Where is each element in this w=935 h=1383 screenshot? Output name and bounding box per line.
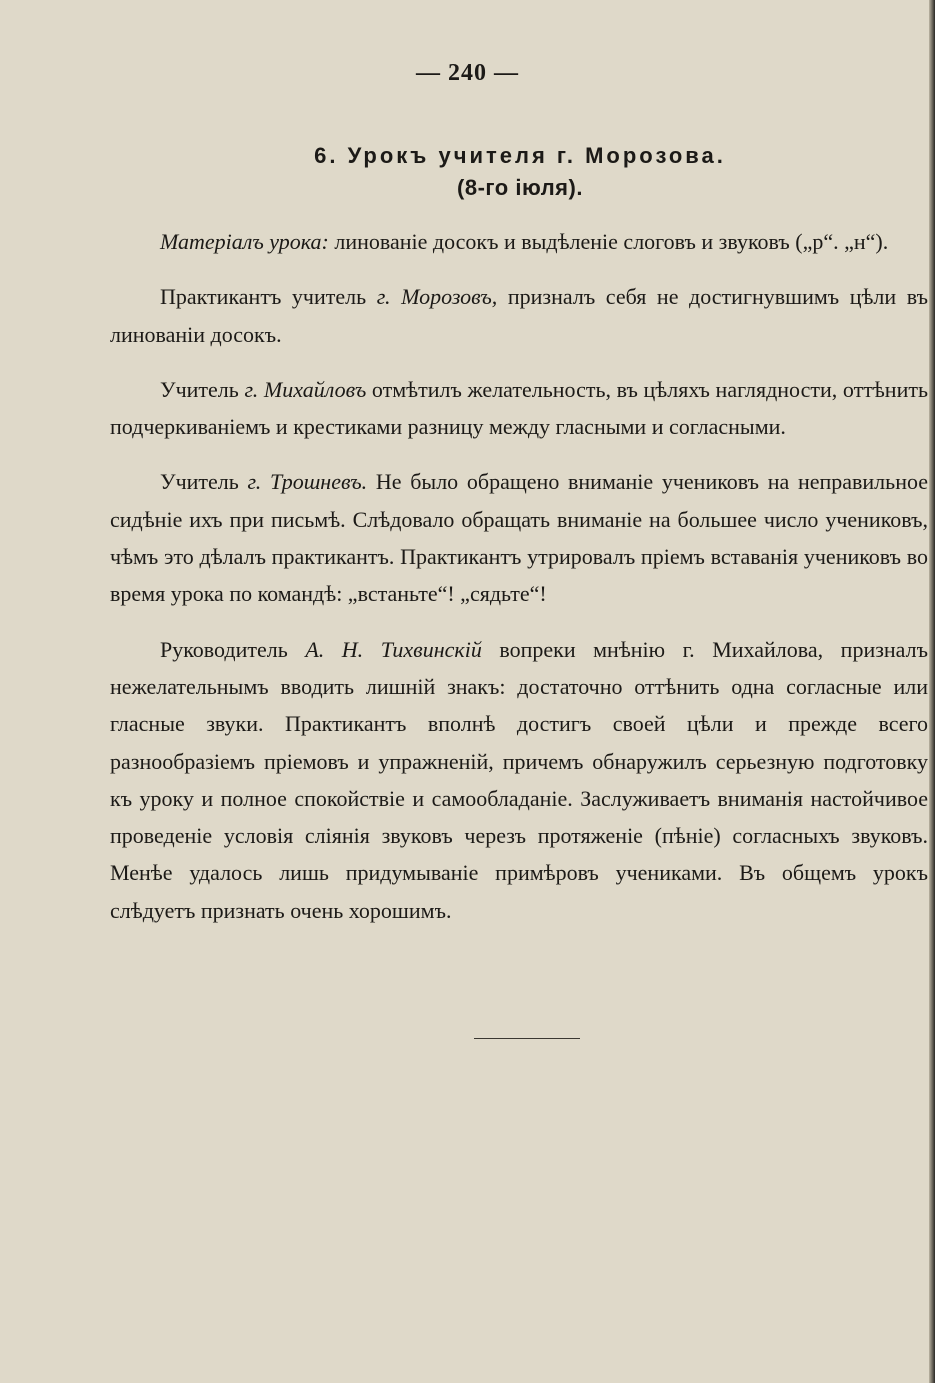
- paragraph-text: отмѣтилъ желательность, въ цѣляхъ наглядности, оттѣнить подчеркиваніемъ и крестиками разницу между гласными и согласными.: [110, 376, 928, 440]
- page-number: — 240 —: [416, 60, 519, 86]
- speaker-name: г. Морозовъ,: [376, 284, 498, 310]
- paragraph-lead: Учитель: [160, 376, 245, 402]
- paragraph-morozov: [110, 278, 928, 353]
- paragraph-lead: Учитель: [160, 469, 248, 495]
- paragraph-text: Не было обращено вниманіе учениковъ на неправильное сидѣніе ихъ при письмѣ. Слѣдовало обращать вниманіе на большее число учениковъ, чѣмъ это дѣлалъ практикантъ. Практикантъ утрировалъ пріемъ вставанія учениковъ во время урока по командѣ: „встаньте“! „сядьте“!: [110, 469, 929, 607]
- paragraph-text: призналъ себя не достигнувшимъ цѣли въ линованіи досокъ.: [110, 284, 928, 347]
- speaker-name: г. Михайловъ: [244, 376, 367, 402]
- material-label: Матеріалъ урока:: [160, 229, 329, 254]
- paragraph-text: вопреки мнѣнію г. Михайлова, призналъ нежелательнымъ вводить лишній знакъ: достаточно оттѣнить одна согласные или гласные звуки. Практикантъ вполнѣ достигъ своей цѣли и прежде всего разнообразіемъ пріемовъ и упражненій, причемъ обнаружилъ серьезную подготовку къ уроку и полное спокойствіе и самообладаніе. Заслуживаетъ вниманія настойчивое проведеніе условія сліянія звуковъ черезъ протяженіе (пѣніе) согласныхъ звуковъ. Менѣе удалось лишь придумываніе примѣровъ учениками. Въ общемъ урокъ слѣдуетъ признать очень хорошимъ.: [110, 636, 928, 923]
- paragraph-text: линованіе досокъ и выдѣленіе слоговъ и звуковъ („р“. „н“).: [328, 229, 889, 254]
- page-spine-edge: [929, 0, 935, 1383]
- paragraph-lead: Руководитель: [160, 636, 306, 662]
- paragraph-material: [110, 223, 928, 260]
- section-date: (8-го іюля).: [457, 175, 583, 200]
- paragraph-mikhailov: [110, 371, 928, 446]
- paragraph-tikhvinsky: [110, 631, 928, 929]
- section-title: 6. Урокъ учителя г. Морозова.: [314, 143, 726, 168]
- body-text: [110, 223, 928, 947]
- speaker-name: г. Трошневъ.: [247, 469, 368, 495]
- paragraph-troshnev: [110, 463, 928, 612]
- section-heading: [0, 140, 935, 204]
- closing-divider: [474, 1038, 580, 1039]
- speaker-name: А. Н. Тихвинскій: [305, 636, 482, 662]
- paragraph-lead: Практикантъ учитель: [160, 284, 377, 310]
